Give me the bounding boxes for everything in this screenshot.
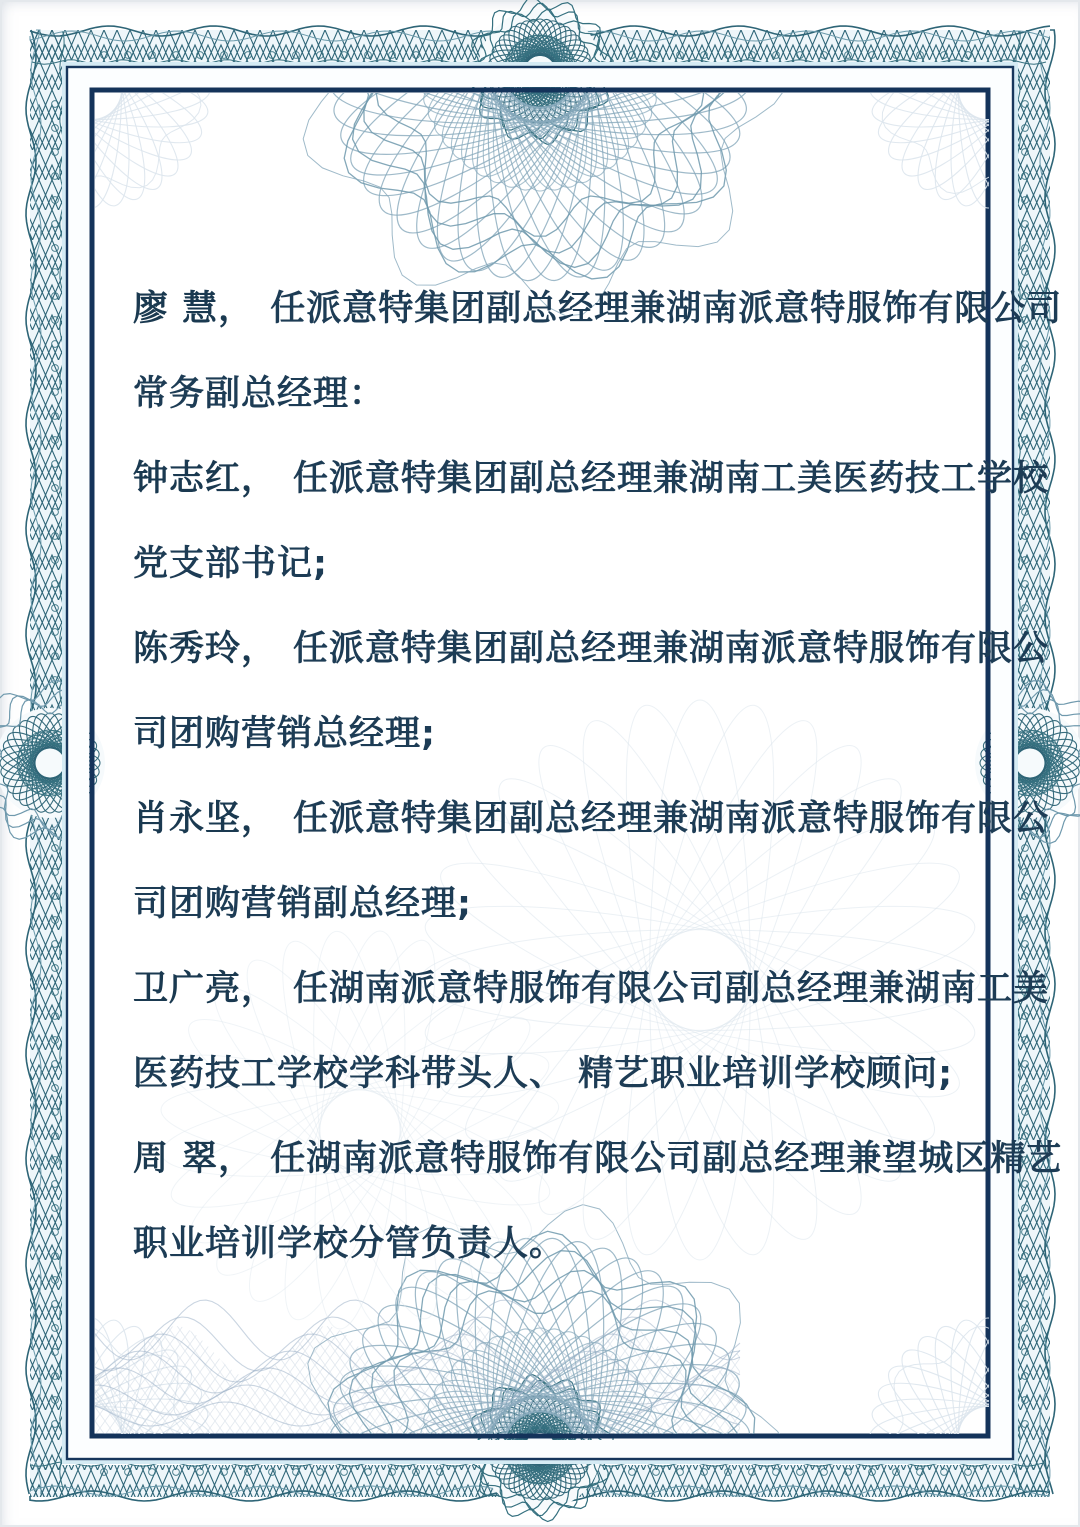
appointment-line-1 [133,603,1050,688]
appointment-paragraph [133,603,1050,773]
appointment-line-2 [133,688,963,773]
appointment-line-2 [133,518,963,603]
person-name: 廖 慧， [133,288,255,329]
person-name: 钟志红， [133,458,278,499]
appointment-text: 任派意特集团副总经理兼湖南派意特服饰有限公司 [270,288,1063,329]
appointment-text: 任派意特集团副总经理兼湖南派意特服饰有限公 [293,798,1050,839]
appointment-text-continued: 职业培训学校分管负责人。 [133,1223,566,1264]
appointment-line-2 [133,348,963,433]
appointment-paragraph [133,263,1063,433]
watermark-hills [92,1300,740,1440]
appointment-paragraph [133,433,1050,603]
appointment-line-1 [133,263,1063,348]
appointment-text: 任湖南派意特服饰有限公司副总经理兼湖南工美 [293,968,1050,1009]
appointment-line-1 [133,433,1050,518]
appointment-line-1 [133,943,1050,1028]
appointment-line-2 [133,858,963,943]
appointment-text-continued: 党支部书记; [133,543,328,584]
appointment-text: 任派意特集团副总经理兼湖南派意特服饰有限公 [293,628,1050,669]
person-name: 陈秀玲， [133,628,278,669]
appointment-list [133,263,1063,1283]
appointment-text-continued: 常务副总经理： [133,373,386,414]
appointment-line-2 [133,1198,963,1283]
appointment-line-1 [133,773,1050,858]
appointment-paragraph [133,1113,1063,1283]
appointment-text: 任湖南派意特服饰有限公司副总经理兼望城区精艺 [270,1138,1063,1179]
person-name: 周 翠， [133,1138,255,1179]
appointment-text-continued: 司团购营销总经理; [133,713,436,754]
appointment-text-continued: 司团购营销副总经理; [133,883,472,924]
appointment-line-2 [133,1028,963,1113]
appointment-text-continued: 医药技工学校学科带头人、 精艺职业培训学校顾问; [133,1053,954,1094]
person-name: 卫广亮， [133,968,278,1009]
appointment-line-1 [133,1113,1063,1198]
appointment-paragraph [133,943,1050,1113]
appointment-paragraph [133,773,1050,943]
appointment-text: 任派意特集团副总经理兼湖南工美医药技工学校 [293,458,1050,499]
person-name: 肖永坚， [133,798,278,839]
